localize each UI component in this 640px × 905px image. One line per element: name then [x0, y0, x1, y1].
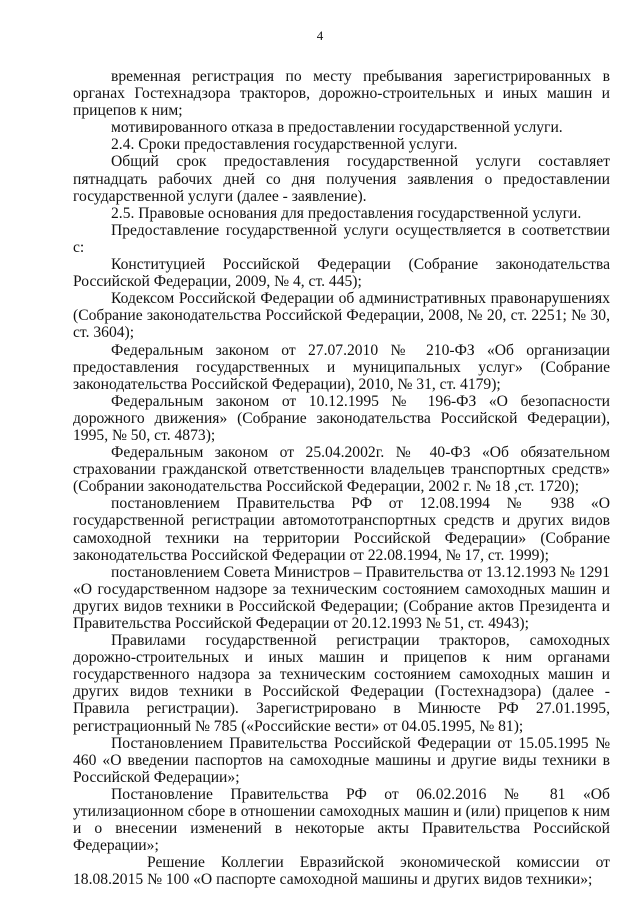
paragraph: временная регистрация по месту пребывания зарегистрированных в органах Гостехнадзора тракторов, дорожно-строительных и иных машин и прицепов к ним;: [73, 68, 610, 120]
paragraph: Кодексом Российской Федерации об административных правонарушениях (Собрание законодательства Российской Федерации, 2008, № 20, ст. 2251; № 30, ст. 3604);: [73, 290, 610, 342]
paragraph: Постановлением Правительства Российской Федерации от 15.05.1995 № 460 «О введении паспортов на самоходные машины и другие виды техники в Российской Федерации»;: [73, 734, 610, 786]
paragraph: Федеральным законом от 25.04.2002г. № 40-ФЗ «Об обязательном страховании гражданской ответственности владельцев транспортных средств» (Собрании законодательства Российской Федерации, 2002 г. № 18 ,ст. 1720);: [73, 444, 610, 496]
paragraph: мотивированного отказа в предоставлении государственной услуги.: [111, 119, 563, 137]
document-body: [73, 68, 610, 889]
paragraph: Правилами государственной регистрации тракторов, самоходных дорожно-строительных и иных машин и прицепов к ним органами государственного надзора за техническим состоянием самоходных машин и других видов техники в Российской Федерации (Гостехнадзора) (далее - Правила регистрации). Зарегистрировано в Минюсте РФ 27.01.1995, регистрационный № 785 («Российские вести» от 04.05.1995, № 81);: [73, 632, 610, 735]
paragraph: Федеральным законом от 27.07.2010 № 210-ФЗ «Об организации предоставления государственных и муниципальных услуг» (Собрание законодательства Российской Федерации), 2010, № 31, ст. 4179);: [73, 341, 610, 393]
paragraph: Решение Коллегии Евразийской экономической комиссии от 18.08.2015 № 100 «О паспорте самоходной машины и других видов техники»;: [73, 854, 610, 889]
section-heading: 2.5. Правовые основания для предоставления государственной услуги.: [111, 204, 582, 222]
paragraph: постановлением Совета Министров – Правительства от 13.12.1993 № 1291 «О государственном надзоре за техническим состоянием самоходных машин и других видов техники в Российской Федерации; (Собрание актов Президента и Правительства Российской Федерации от 20.12.1993 № 51, ст. 4943);: [73, 563, 610, 632]
paragraph: Федеральным законом от 10.12.1995 № 196-ФЗ «О безопасности дорожного движения» (Собрание законодательства Российской Федерации), 1995, № 50, ст. 4873);: [73, 392, 610, 444]
paragraph: Общий срок предоставления государственной услуги составляет пятнадцать рабочих дней со дня получения заявления о предоставлении государственной услуги (далее - заявление).: [73, 153, 610, 205]
paragraph: Предоставление государственной услуги осуществляется в соответствии с:: [73, 221, 610, 256]
section-heading: 2.4. Сроки предоставления государственной услуги.: [111, 136, 458, 154]
paragraph: Конституцией Российской Федерации (Собрание законодательства Российской Федерации, 2009, № 4, ст. 445);: [73, 256, 610, 291]
page-number: 4: [316, 28, 324, 43]
paragraph: постановлением Правительства РФ от 12.08.1994 № 938 «О государственной регистрации автомототранспортных средств и других видов самоходной техники на территории Российской Федерации» (Собрание законодательства Российской Федерации от 22.08.1994, № 17, ст. 1999);: [73, 495, 610, 564]
paragraph: Постановление Правительства РФ от 06.02.2016 № 81 «Об утилизационном сборе в отношении самоходных машин и (или) прицепов к ним и о внесении изменений в некоторые акты Правительства Российской Федерации»;: [73, 785, 610, 855]
